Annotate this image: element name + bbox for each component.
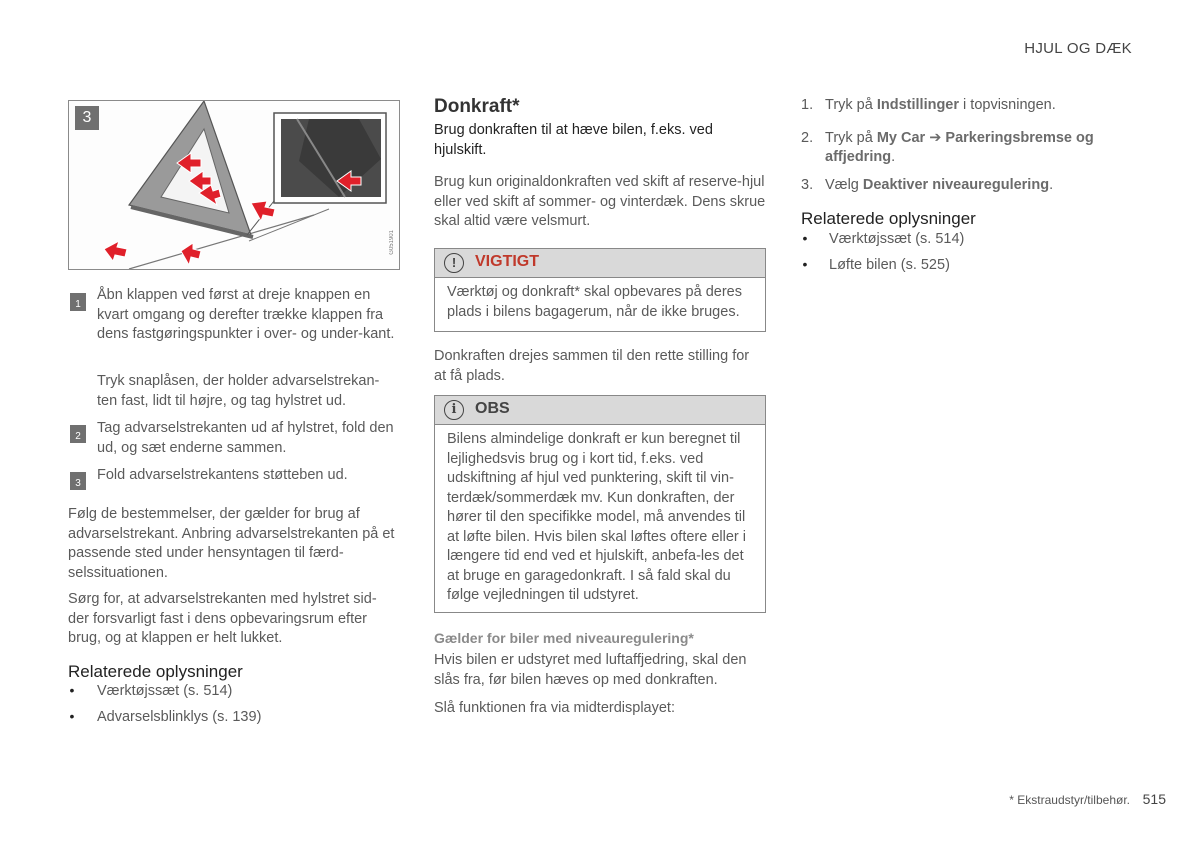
list-number: 1. xyxy=(801,97,814,113)
step-list xyxy=(801,96,1141,195)
related-link[interactable]: Løfte bilen (s. 525) xyxy=(829,257,950,273)
paragraph: Følg de bestemmelser, der gælder for brug af advarselstrekant. Anbring advarselstrekanten på et passende sted under hensyntagen til færd-selssituationen. xyxy=(68,506,395,581)
step-text: Fold advarselstrekantens støtteben ud. xyxy=(97,467,348,483)
step-number-box: 2 xyxy=(70,425,86,443)
bullet: • xyxy=(802,256,808,272)
note-title: OBS xyxy=(475,400,510,417)
list-item xyxy=(801,176,1141,196)
paragraph: Slå funktionen fra via midterdisplayet: xyxy=(434,700,675,716)
menu-reference: My Car xyxy=(876,129,926,146)
note-header xyxy=(435,396,765,425)
menu-reference: Parkeringsbremse og xyxy=(945,129,1094,146)
list-text: . xyxy=(891,149,896,165)
warning-triangle-illustration xyxy=(68,100,400,270)
arrow-icon: ➔ xyxy=(929,129,942,146)
important-box xyxy=(434,248,766,332)
bullet: • xyxy=(69,708,75,724)
note-box xyxy=(434,395,766,613)
figure-code: G051901 xyxy=(389,230,395,255)
bullet: • xyxy=(802,230,808,246)
related-link[interactable]: Værktøjssæt (s. 514) xyxy=(829,231,965,247)
note-text: Bilens almindelige donkraft er kun beregnet til lejlighedsvis brug og i kort tid, f.eks. ved udskiftning af hjul ved punktering, skift til vin-terdæk/sommerdæk mv. Kun donkraften, der hører til den specifikke model, må anvendes til at løfte bilen. Hvis bilen skal løftes oftere eller i længere tid end ved et hjulskift, anbefa-les det at bruge en garagedonkraft. I så fald skal du følge vejledningen til udstyret. xyxy=(447,431,746,603)
list-number: 3. xyxy=(801,176,814,193)
list-text: Tryk på xyxy=(825,97,877,113)
list-text: Tryk på xyxy=(825,129,877,146)
important-header xyxy=(435,249,765,278)
related-heading: Relaterede oplysninger xyxy=(68,662,243,681)
intro-text: Brug donkraften til at hæve bilen, f.eks. ved hjulskift. xyxy=(434,122,713,158)
section-title: Donkraft* xyxy=(434,96,520,117)
warning-triangle-drawing xyxy=(69,101,399,269)
list-item xyxy=(801,129,1141,168)
list-text: Vælg xyxy=(825,176,863,193)
footnote: * Ekstraudstyr/tilbehør. xyxy=(1009,793,1130,807)
step-text: Tag advarselstrekanten ud af hylstret, fold den ud, og sæt enderne sammen. xyxy=(97,420,394,456)
list-item xyxy=(801,96,1141,116)
menu-reference: Indstillinger xyxy=(876,97,960,113)
step-note: Tryk snaplåsen, der holder advarselstrekan-ten fast, lidt til højre, og tag hylstret ud. xyxy=(97,373,380,409)
exclamation-icon: ! xyxy=(444,253,464,273)
list-text: i topvisningen. xyxy=(959,97,1056,113)
important-text: Værktøj og donkraft* skal opbevares på deres plads i bilens bagagerum, når de ikke bruges. xyxy=(447,284,742,320)
paragraph: Donkraften drejes sammen til den rette stilling for at få plads. xyxy=(434,348,750,384)
bullet: • xyxy=(69,682,75,698)
paragraph: Brug kun originaldonkraften ved skift af reserve-hjul eller ved skift af sommer- og vinterdæk. Dens skrue skal altid være velsmurt. xyxy=(434,174,766,229)
running-header: HJUL OG DÆK xyxy=(1024,40,1132,57)
step-number-box: 3 xyxy=(70,472,86,490)
paragraph: Hvis bilen er udstyret med luftaffjedring, skal den slås fra, før bilen hæves op med donkraften. xyxy=(434,652,747,688)
list-number: 2. xyxy=(801,129,814,146)
page-number: 515 xyxy=(1142,791,1166,807)
step-number-box: 1 xyxy=(70,293,86,311)
info-icon: i xyxy=(444,400,464,420)
paragraph: Sørg for, at advarselstrekanten med hylstret sid-der forsvarligt fast i dens opbevaringsrum efter brug, og at klappen er helt lukket. xyxy=(68,591,377,646)
subheading: Gælder for biler med niveauregulering* xyxy=(434,630,694,646)
menu-reference: Deaktiver niveauregulering xyxy=(862,176,1050,193)
related-link[interactable]: Advarselsblinklys (s. 139) xyxy=(97,709,262,725)
related-heading: Relaterede oplysninger xyxy=(801,209,976,228)
list-text: . xyxy=(1049,176,1054,193)
step-text: Åbn klappen ved først at dreje knappen en kvart omgang og derefter trække klappen fra dens fastgøringspunkter i over- og under-kant. xyxy=(97,287,395,342)
related-link[interactable]: Værktøjssæt (s. 514) xyxy=(97,683,233,699)
important-title: VIGTIGT xyxy=(475,253,539,270)
figure-number-tag: 3 xyxy=(75,106,99,130)
menu-reference: affjedring xyxy=(825,149,892,165)
